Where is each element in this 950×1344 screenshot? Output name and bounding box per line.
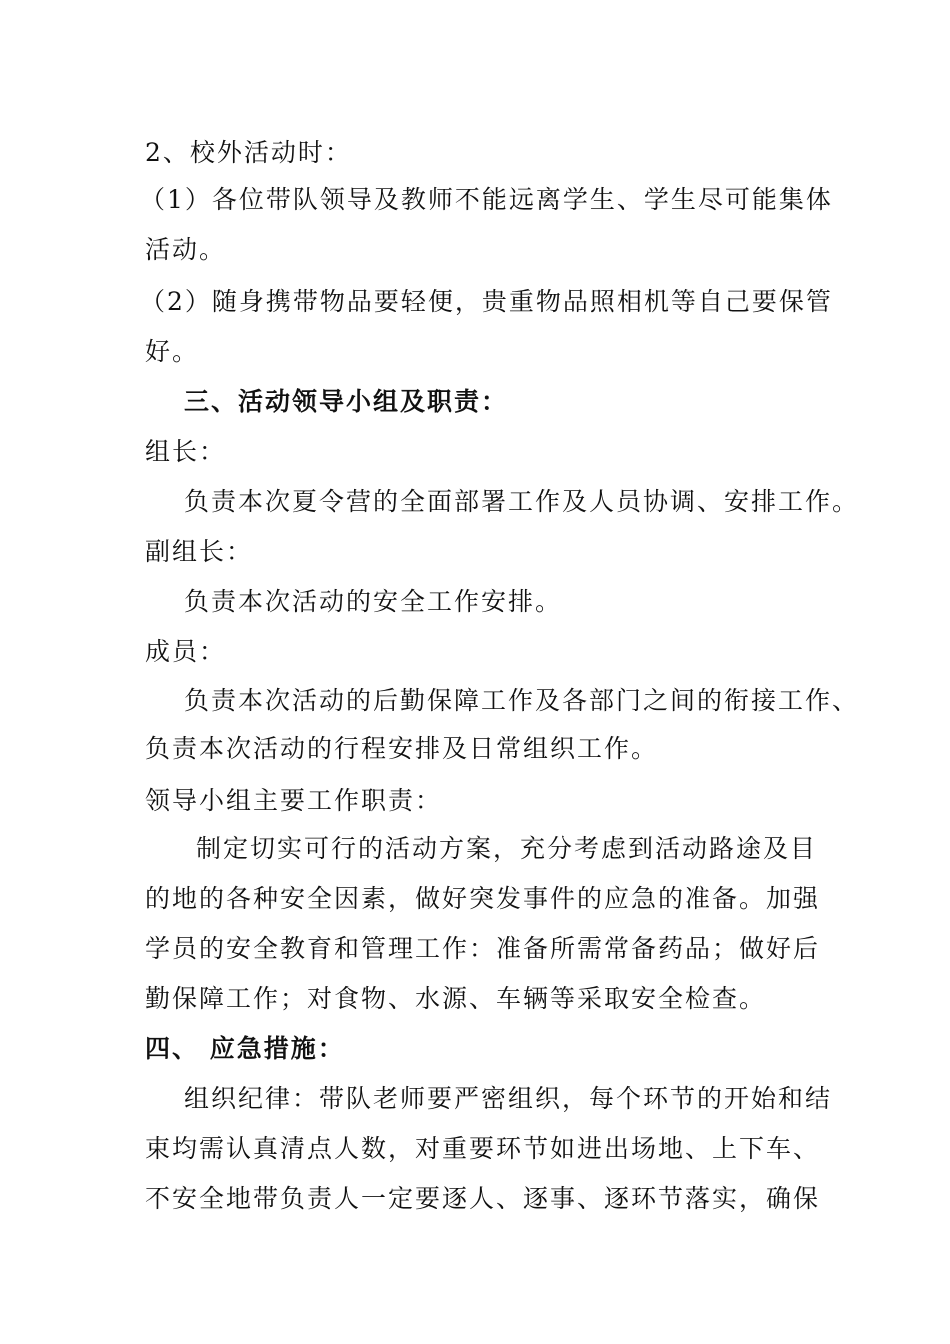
paragraph-line: 组织纪律：带队老师要严密组织，每个环节的开始和结	[184, 1084, 833, 1113]
paragraph-line: 束均需认真清点人数，对重要环节如进出场地、上下车、	[145, 1134, 821, 1163]
paragraph-line: 学员的安全教育和管理工作：准备所需常备药品；做好后	[145, 934, 821, 963]
paragraph-line: 制定切实可行的活动方案，充分考虑到活动路途及目	[196, 834, 818, 863]
paragraph-line: （1）各位带队领导及教师不能远离学生、学生尽可能集体	[140, 185, 833, 214]
paragraph-line: 的地的各种安全因素，做好突发事件的应急的准备。加强	[145, 884, 821, 913]
role-label-deputy: 副组长：	[145, 537, 254, 566]
paragraph-line: 好。	[145, 337, 200, 366]
paragraph-line: 活动。	[145, 235, 227, 264]
paragraph-line: 负责本次活动的行程安排及日常组织工作。	[145, 734, 659, 763]
section-heading-4: 四、 应急措施：	[145, 1034, 345, 1063]
paragraph-line: 负责本次活动的安全工作安排。	[184, 587, 563, 616]
role-label-leader: 组长：	[145, 437, 227, 466]
sub-heading-offsite: 2、校外活动时：	[145, 138, 352, 167]
paragraph-line: 不安全地带负责人一定要逐人、逐事、逐环节落实，确保	[145, 1184, 821, 1213]
paragraph-line: 勤保障工作；对食物、水源、车辆等采取安全检查。	[145, 984, 767, 1013]
sub-heading-duties: 领导小组主要工作职责：	[145, 786, 443, 815]
section-heading-3: 三、活动领导小组及职责：	[184, 387, 509, 416]
paragraph-line: （2）随身携带物品要轻便，贵重物品照相机等自己要保管	[140, 287, 833, 316]
paragraph-line: 负责本次夏令营的全面部署工作及人员协调、安排工作。	[184, 487, 860, 516]
role-label-members: 成员：	[145, 637, 227, 666]
paragraph-line: 负责本次活动的后勤保障工作及各部门之间的衔接工作、	[184, 686, 860, 715]
